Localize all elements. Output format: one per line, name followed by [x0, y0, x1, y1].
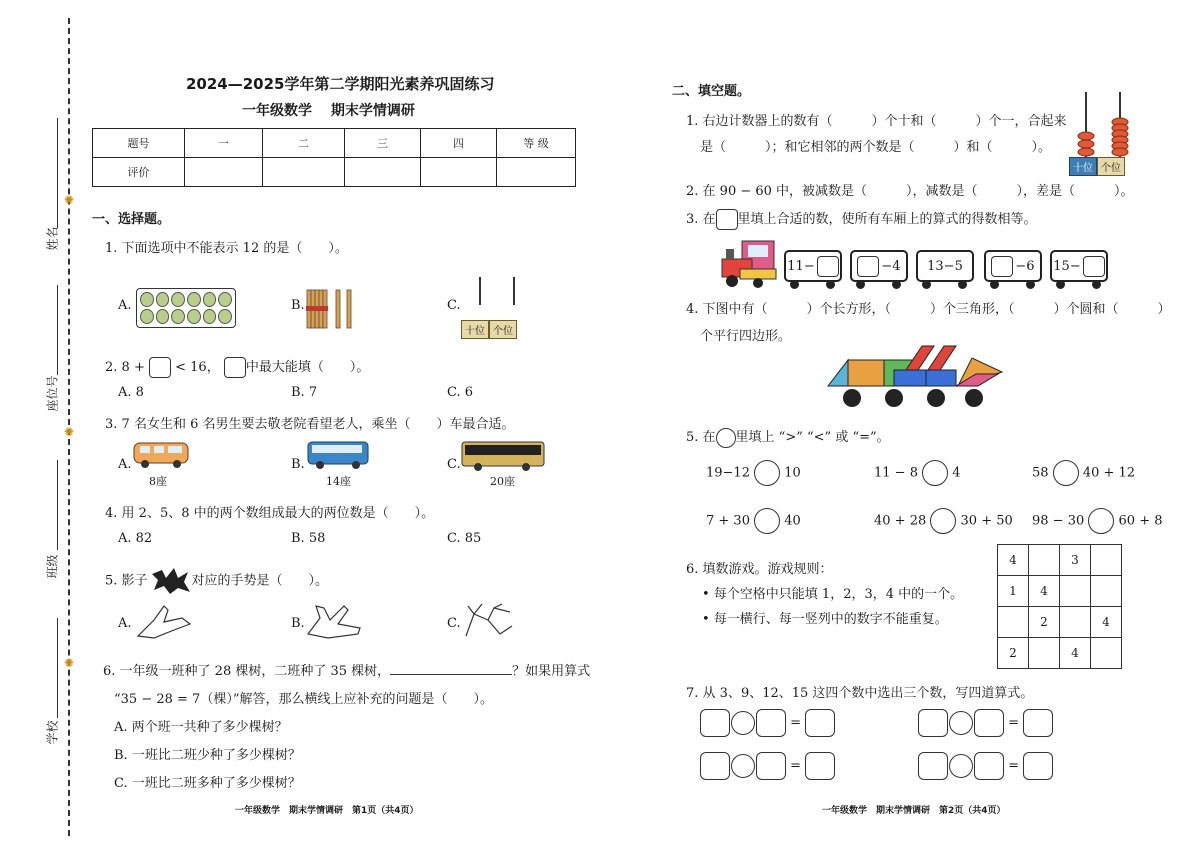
- face-icon: [156, 292, 170, 307]
- abacus-icon: [460, 275, 532, 320]
- s2-q5-text: [686, 426, 890, 448]
- s2-q5-part1: 5. 在: [686, 430, 716, 445]
- s2-q3-text: [686, 208, 1037, 230]
- s1-q2-option-a[interactable]: A. 8: [118, 385, 144, 400]
- s2-q6-rule1: • 每个空格中只能填 1，2，3，4 中的一个。: [702, 587, 964, 602]
- compare-expr-5: 40 + 28 30 + 50: [874, 508, 1013, 534]
- equation-3: =: [700, 752, 835, 780]
- compare-expr-3: 58 40 + 12: [1032, 460, 1135, 486]
- s2-q6-rule2: • 每一横行、每一竖列中的数字不能重复。: [702, 612, 948, 627]
- circle-symbol: [716, 428, 736, 448]
- binding-mark-3: ✺: [64, 656, 75, 670]
- grid-cell[interactable]: [1091, 576, 1122, 607]
- number-puzzle-grid: [997, 544, 1122, 669]
- s1-q2-option-b[interactable]: B. 7: [291, 385, 318, 400]
- s1-q2-part1: 2. 8 +: [105, 360, 145, 375]
- van-seats: 8座: [149, 475, 167, 488]
- s1-q6-line1: [103, 660, 590, 679]
- grid-cell[interactable]: [1060, 607, 1091, 638]
- grid-cell: 4: [998, 545, 1029, 576]
- answer-box[interactable]: [857, 256, 879, 277]
- s1-q5-option-a-label[interactable]: A.: [118, 616, 132, 631]
- grid-cell: 2: [998, 638, 1029, 669]
- score-cell[interactable]: [263, 158, 345, 187]
- s1-q2-text: [105, 356, 369, 378]
- wheel: [958, 280, 967, 289]
- s2-q5-part2: 里填上 “>” “<” 或 “=”。: [735, 430, 890, 445]
- face-icon: [156, 309, 170, 324]
- compare-circle[interactable]: [1053, 460, 1079, 486]
- s1-q5-text: [105, 566, 328, 596]
- binding-mark-2: ✺: [64, 425, 75, 439]
- s1-q2-part3: 中最大能填（ ）。: [245, 360, 370, 375]
- compare-expr-6: 98 − 30 60 + 8: [1032, 508, 1163, 534]
- wheel: [1092, 280, 1101, 289]
- wheel: [1026, 280, 1035, 289]
- seat-line[interactable]: [57, 285, 58, 375]
- s1-q3-option-c-label[interactable]: C.: [447, 457, 461, 472]
- s1-q1-text: 1. 下面选项中不能表示 12 的是（ ）。: [105, 241, 348, 256]
- operator-circle[interactable]: [731, 754, 755, 778]
- wagon-2-expr: −4: [881, 258, 901, 274]
- minibus-icon: [306, 440, 370, 470]
- train-wagon-2: [850, 250, 908, 282]
- page2-footer: 一年级数学 期末学情调研 第2页（共4页）: [822, 806, 1006, 816]
- equation-2: =: [918, 709, 1053, 737]
- face-icon: [187, 309, 201, 324]
- number-box[interactable]: [1023, 709, 1053, 737]
- answer-blank-line[interactable]: [390, 674, 512, 675]
- answer-box[interactable]: [817, 256, 839, 277]
- s2-q3-part1: 3. 在: [686, 212, 716, 227]
- wheel: [790, 280, 799, 289]
- compare-circle[interactable]: [922, 460, 948, 486]
- wheel: [990, 280, 999, 289]
- grid-cell[interactable]: [1091, 638, 1122, 669]
- s1-q6-option-c[interactable]: C. 一班比二班多种了多少棵树？: [114, 776, 301, 791]
- s1-q4-option-a[interactable]: A. 82: [118, 531, 153, 546]
- s1-q6-part2: ？如果用算式: [512, 664, 591, 679]
- class-line[interactable]: [57, 460, 58, 550]
- wheel: [1056, 280, 1065, 289]
- s1-q4-option-c[interactable]: C. 85: [447, 531, 482, 546]
- face-icon: [218, 292, 232, 307]
- wagon-1-expr: 11−: [787, 258, 815, 274]
- number-box[interactable]: [756, 709, 786, 737]
- score-header-1: 一: [185, 129, 263, 158]
- face-icon: [171, 292, 185, 307]
- s1-q5-part1: 5. 影子: [105, 573, 148, 589]
- number-box[interactable]: [1023, 752, 1053, 780]
- s1-q1-option-b-label[interactable]: B.: [291, 298, 305, 313]
- wheel: [856, 280, 865, 289]
- s1-q5-option-c-label[interactable]: C.: [447, 616, 461, 631]
- s2-q7-text: 7. 从 3、9、12、15 这四个数中选出三个数，写四道算式。: [686, 686, 1034, 701]
- bus-icon: [460, 440, 546, 472]
- number-box[interactable]: [700, 752, 730, 780]
- wagon-5-expr: 15−: [1053, 258, 1081, 274]
- wagon-3-expr: 13−5: [927, 258, 963, 274]
- exam-title: 2024—2025学年第二学期阳光素养巩固练习: [186, 75, 495, 93]
- face-icon: [140, 309, 154, 324]
- grid-cell: 1: [998, 576, 1029, 607]
- grid-cell[interactable]: [1091, 545, 1122, 576]
- number-box[interactable]: [974, 709, 1004, 737]
- s1-q3-text: 3. 7 名女生和 6 名男生要去敬老院看望老人，乘坐（ ）车最合适。: [105, 417, 515, 432]
- answer-box[interactable]: [991, 256, 1013, 277]
- stick-bundle-icon: [305, 288, 365, 330]
- number-box[interactable]: [805, 752, 835, 780]
- s2-q2-text: 2. 在 90 − 60 中，被减数是（ ），减数是（ ），差是（ ）。: [686, 184, 1134, 199]
- section2-heading: 二、填空题。: [672, 84, 751, 99]
- score-cell[interactable]: [345, 158, 421, 187]
- number-box[interactable]: [805, 709, 835, 737]
- score-cell[interactable]: [497, 158, 576, 187]
- hand-gesture-c-icon: [460, 600, 518, 642]
- face-icon: [203, 309, 217, 324]
- s1-q6-option-b[interactable]: B. 一班比二班少种了多少棵树？: [114, 748, 301, 763]
- s1-q3-option-a-label[interactable]: A.: [118, 457, 132, 472]
- ten-frame-faces: [136, 288, 236, 328]
- bus-seats: 20座: [490, 475, 515, 488]
- s1-q2-option-c[interactable]: C. 6: [447, 385, 474, 400]
- operator-circle[interactable]: [949, 754, 973, 778]
- wheel: [922, 280, 931, 289]
- number-box[interactable]: [700, 709, 730, 737]
- answer-box[interactable]: [149, 357, 171, 378]
- name-label: 姓名: [45, 226, 60, 251]
- compare-circle[interactable]: [930, 508, 956, 534]
- s1-q1-option-c-label[interactable]: C.: [447, 298, 461, 313]
- train-wagon-1: [784, 250, 842, 282]
- answer-box[interactable]: [1083, 256, 1105, 277]
- abacus-base: [461, 320, 517, 339]
- s1-q6-option-a[interactable]: A. 两个班一共种了多少棵树？: [114, 720, 288, 735]
- equation-4: =: [918, 752, 1053, 780]
- hand-gesture-b-icon: [304, 600, 366, 642]
- score-cell[interactable]: [421, 158, 497, 187]
- compare-circle[interactable]: [1088, 508, 1114, 534]
- school-label: 学校: [45, 720, 60, 745]
- binding-mark-1: ✺: [64, 193, 75, 207]
- grid-cell[interactable]: [998, 607, 1029, 638]
- page1-footer: 一年级数学 期末学情调研 第1页（共4页）: [235, 806, 419, 816]
- answer-box[interactable]: [224, 357, 246, 378]
- score-header-4: 四: [421, 129, 497, 158]
- face-icon: [187, 292, 201, 307]
- grid-cell: 3: [1060, 545, 1091, 576]
- counter-base: [1069, 157, 1125, 176]
- s2-q1-line2: 是（ ）；和它相邻的两个数是（ ）和（ ）。: [700, 140, 1052, 155]
- s2-q4-line2: 个平行四边形。: [700, 329, 792, 344]
- tens-label: 十位: [461, 320, 489, 339]
- score-row-label: 评价: [93, 158, 185, 187]
- score-header-grade: 等 级: [497, 129, 576, 158]
- score-cell[interactable]: [185, 158, 263, 187]
- s1-q2-part2: < 16，: [175, 360, 220, 375]
- s2-q3-part2: 里填上合适的数，使所有车厢上的算式的得数相等。: [737, 212, 1037, 227]
- compare-expr-4: 7 + 30 40: [706, 508, 801, 534]
- number-box[interactable]: [974, 752, 1004, 780]
- hand-gesture-a-icon: [134, 600, 194, 642]
- number-box[interactable]: [918, 709, 948, 737]
- s2-q6-title: 6. 填数游戏。游戏规则：: [686, 562, 833, 577]
- shapes-vehicle-figure: [826, 344, 1006, 410]
- wagon-4-expr: −6: [1015, 258, 1035, 274]
- counter-ones-label: 个位: [1097, 157, 1125, 176]
- grid-cell[interactable]: [1029, 638, 1060, 669]
- operator-circle[interactable]: [949, 711, 973, 735]
- box-symbol: [716, 209, 738, 230]
- grid-cell: 2: [1029, 607, 1060, 638]
- score-table: [92, 128, 576, 187]
- shadow-puppet-icon: [148, 566, 192, 596]
- counter-abacus-icon: [1070, 90, 1136, 160]
- ones-label: 个位: [489, 320, 517, 339]
- face-icon: [140, 292, 154, 307]
- name-line[interactable]: [57, 118, 58, 228]
- s2-q4-line1: 4. 下图中有（ ）个长方形，（ ）个三角形，（ ）个圆和（ ）: [686, 302, 1171, 317]
- score-header-2: 二: [263, 129, 345, 158]
- number-box[interactable]: [918, 752, 948, 780]
- train-wagon-3: [916, 250, 974, 282]
- grid-cell[interactable]: [1060, 576, 1091, 607]
- face-icon: [218, 309, 232, 324]
- exam-subtitle: 一年级数学 期末学情调研: [242, 103, 415, 119]
- train-engine-icon: [718, 237, 780, 289]
- s2-q1-line1: 1. 右边计数器上的数有（ ）个十和（ ）个一，合起来: [686, 114, 1067, 129]
- s1-q6-line2: “35 − 28 = 7（棵）”解答，那么横线上应补充的问题是（ ）。: [114, 692, 493, 707]
- operator-circle[interactable]: [731, 711, 755, 735]
- s1-q5-option-b-label[interactable]: B.: [291, 616, 305, 631]
- train-wagon-4: [984, 250, 1042, 282]
- counter-tens-label: 十位: [1069, 157, 1097, 176]
- compare-circle[interactable]: [754, 508, 780, 534]
- compare-expr-2: 11 − 8 4: [874, 460, 961, 486]
- grid-cell: 4: [1060, 638, 1091, 669]
- score-header-3: 三: [345, 129, 421, 158]
- s1-q6-part1: 6. 一年级一班种了 28 棵树，二班种了 35 棵树，: [103, 664, 391, 679]
- equation-1: =: [700, 709, 835, 737]
- s1-q4-option-b[interactable]: B. 58: [291, 531, 326, 546]
- s1-q3-option-b-label[interactable]: B.: [291, 457, 305, 472]
- face-icon: [203, 292, 217, 307]
- compare-expr-1: 19−12 10: [706, 460, 801, 486]
- number-box[interactable]: [756, 752, 786, 780]
- s1-q5-part2: 对应的手势是（ ）。: [191, 573, 329, 589]
- s1-q4-text: 4. 用 2、5、8 中的两个数组成最大的两位数是（ ）。: [105, 506, 435, 521]
- van-icon: [132, 440, 190, 470]
- train-wagon-5: [1050, 250, 1108, 282]
- minibus-seats: 14座: [326, 475, 351, 488]
- s1-q1-option-a-label[interactable]: A.: [118, 298, 132, 313]
- compare-circle[interactable]: [754, 460, 780, 486]
- school-line[interactable]: [57, 618, 58, 718]
- face-icon: [171, 309, 185, 324]
- section1-heading: 一、选择题。: [92, 212, 171, 227]
- grid-cell: 4: [1029, 576, 1060, 607]
- wheel: [892, 280, 901, 289]
- seat-label: 座位号: [45, 375, 60, 412]
- grid-cell[interactable]: [1029, 545, 1060, 576]
- grid-cell: 4: [1091, 607, 1122, 638]
- wheel: [826, 280, 835, 289]
- score-header-no: 题号: [93, 129, 185, 158]
- class-label: 班级: [45, 554, 60, 579]
